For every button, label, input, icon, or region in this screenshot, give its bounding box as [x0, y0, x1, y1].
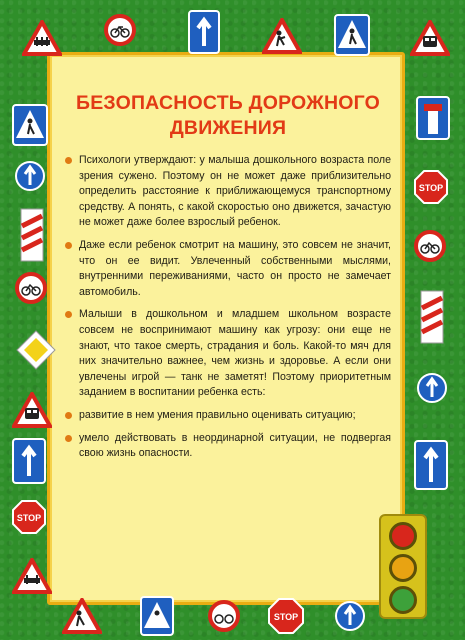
paragraph: умело действовать в неординарной ситуации, не подвергая свою жизнь опасности.: [64, 431, 391, 462]
no-bicycles-sign-icon: [414, 230, 446, 262]
straight-only-sign-icon: [416, 372, 448, 404]
one-way-road-sign-icon: [188, 10, 220, 54]
stop-sign-label: STOP: [16, 513, 42, 523]
content-body: [64, 153, 391, 469]
paragraph: Даже если ребенок смотрит на машину, это совсем не значит, что он ее видит. Увлеченный собственными мыслями, внутренними переживаниями, часто он просто не замечает автомобиль.: [64, 238, 391, 300]
no-bicycles-sign-icon: [208, 600, 240, 632]
paragraph: развитие в нем умения правильно оценивать ситуацию;: [64, 408, 391, 424]
tram-sign-icon: [12, 392, 52, 428]
green-light-icon: [389, 586, 417, 614]
one-way-road-sign-icon: [12, 438, 46, 484]
paragraph: Психологи утверждают: у малыша дошкольного возраста поле зрения сужено. Поэтому он не может даже приблизительно определить расстояние к приближающемуся транспортному средству. А понять, с какой скоростью оно движется, зачастую не может даже более взрослый ребенок.: [64, 153, 391, 231]
red-light-icon: [389, 522, 417, 550]
bullet-icon: [65, 157, 72, 164]
stop-sign-icon: [414, 170, 448, 204]
one-way-road-sign-icon: [414, 440, 448, 490]
stop-sign-icon: [268, 598, 304, 634]
stop-sign-label: STOP: [273, 612, 299, 622]
pedestrian-crossing-sign-icon: [12, 104, 48, 146]
no-bicycles-sign-icon: [14, 272, 48, 304]
stop-sign-icon: [12, 500, 46, 534]
page-title: БЕЗОПАСНОСТЬ ДОРОЖНОГО ДВИЖЕНИЯ: [76, 92, 380, 139]
pedestrian-crossing-sign-icon: [140, 596, 174, 636]
children-crossing-sign-icon: [262, 18, 302, 54]
railway-distance-sign-icon: [20, 208, 44, 262]
bullet-icon: [65, 435, 72, 442]
railway-crossing-sign-icon: [12, 558, 52, 594]
children-crossing-sign-icon: [62, 598, 102, 634]
yellow-light-icon: [389, 554, 417, 582]
straight-only-sign-icon: [14, 160, 46, 192]
bullet-icon: [65, 311, 72, 318]
tram-sign-icon: [410, 20, 450, 56]
traffic-light-icon: [379, 514, 427, 619]
no-bicycles-sign-icon: [104, 14, 136, 46]
pedestrian-crossing-sign-icon: [334, 14, 370, 56]
railway-distance-sign-icon: [420, 290, 444, 344]
bullet-icon: [65, 242, 72, 249]
straight-only-sign-icon: [334, 600, 366, 632]
paragraph: Малыши в дошкольном и младшем школьном возрасте совсем не воспринимают машину как угрозу: они еще не знают, что такое смерть, страдания и боль. Какой-то мяч для них значительно важнее, чем жизнь и здоровье. А если они увлечены игрой — танк не заметят! Поэтому приоритетным заданием в воспитании ребенка есть:: [64, 307, 391, 401]
priority-road-sign-icon: [16, 330, 56, 370]
stop-sign-label: STOP: [418, 183, 444, 193]
dead-end-sign-icon: [416, 96, 450, 140]
bullet-icon: [65, 412, 72, 419]
railway-crossing-sign-icon: [22, 20, 62, 56]
